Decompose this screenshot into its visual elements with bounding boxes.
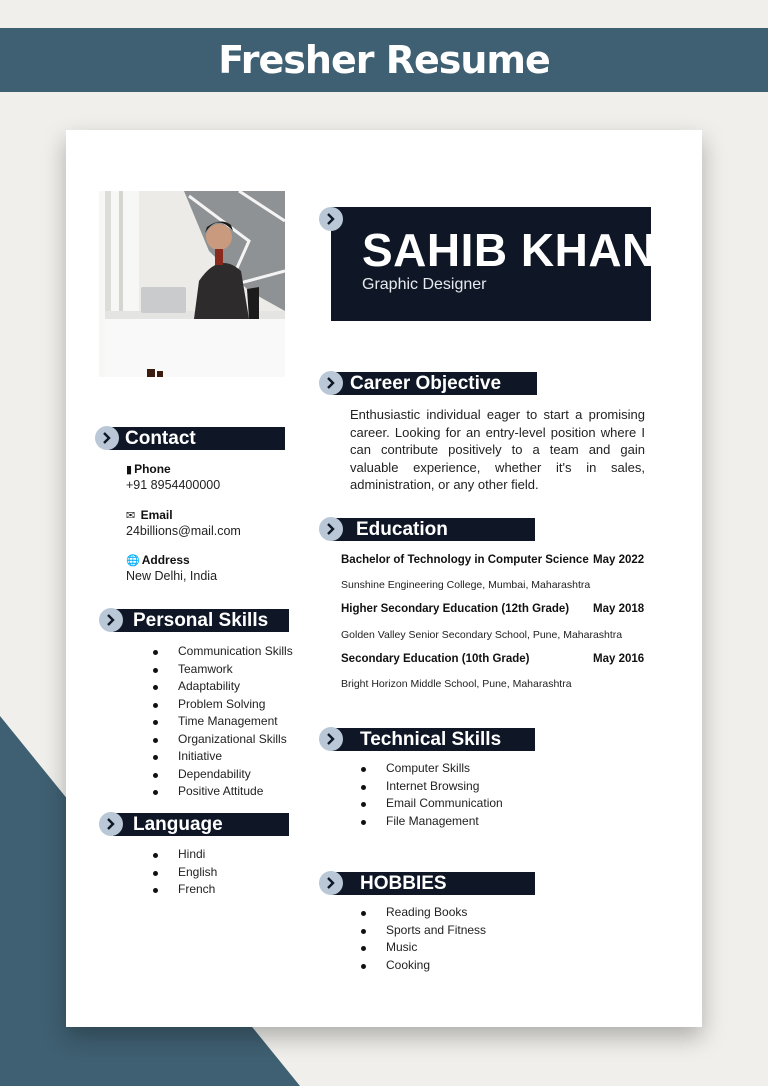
- phone-icon: ▮: [126, 464, 133, 476]
- technical-skills-heading-label: Technical Skills: [360, 729, 502, 750]
- profile-photo: [99, 191, 285, 377]
- technical-skills-list: [360, 760, 503, 830]
- career-objective-text: Enthusiastic individual eager to start a promising career. Looking for an entry-level position where I can contribute positively to a team and gain valuable experience, whether it's in sales, administration, or any other field.: [350, 407, 645, 493]
- list-item: Dependability: [152, 766, 293, 784]
- education-date: May 2016: [593, 653, 645, 665]
- list-item: Time Management: [152, 713, 293, 731]
- globe-icon: 🌐: [126, 555, 140, 567]
- list-item: Internet Browsing: [360, 778, 503, 796]
- list-item: Problem Solving: [152, 696, 293, 714]
- address-value: New Delhi, India: [126, 569, 218, 583]
- education-degree: Bachelor of Technology in Computer Science: [341, 554, 589, 566]
- language-heading: [113, 813, 289, 836]
- chevron-right-icon: [319, 371, 343, 395]
- career-objective-heading: [332, 372, 537, 395]
- education-school: Golden Valley Senior Secondary School, Pune, Maharashtra: [341, 629, 623, 641]
- personal-skills-heading-label: Personal Skills: [133, 610, 269, 631]
- email-label: Email: [140, 508, 173, 522]
- education-degree: Secondary Education (10th Grade): [341, 653, 530, 665]
- list-item: Communication Skills: [152, 643, 293, 661]
- education-heading-label: Education: [356, 519, 448, 540]
- contact-heading: [109, 427, 285, 450]
- list-item: Cooking: [360, 957, 486, 975]
- name-header: [331, 207, 656, 321]
- page-banner-title: Fresher Resume: [0, 28, 768, 92]
- language-list: [152, 846, 217, 899]
- list-item: Sports and Fitness: [360, 922, 486, 940]
- resume-sheet: [66, 130, 702, 1027]
- list-item: English: [152, 864, 217, 882]
- list-item: Reading Books: [360, 904, 486, 922]
- phone-value: +91 8954400000: [126, 478, 221, 492]
- education-degree: Higher Secondary Education (12th Grade): [341, 603, 570, 615]
- list-item: Music: [360, 939, 486, 957]
- list-item: File Management: [360, 813, 503, 831]
- contact-heading-label: Contact: [125, 428, 196, 449]
- education-school: Bright Horizon Middle School, Pune, Maharashtra: [341, 678, 572, 690]
- career-objective-heading-label: Career Objective: [350, 373, 502, 394]
- list-item: Computer Skills: [360, 760, 503, 778]
- education-school: Sunshine Engineering College, Mumbai, Maharashtra: [341, 579, 591, 591]
- contact-address: [126, 553, 217, 583]
- chevron-right-icon: [319, 207, 343, 231]
- full-name: SAHIB KHAN: [362, 224, 656, 276]
- list-item: Initiative: [152, 748, 293, 766]
- list-item: Positive Attitude: [152, 783, 293, 801]
- phone-label: Phone: [134, 462, 171, 476]
- chevron-right-icon: [319, 871, 343, 895]
- email-value: 24billions@mail.com: [126, 524, 241, 538]
- job-title: Graphic Designer: [362, 276, 487, 293]
- chevron-right-icon: [319, 727, 343, 751]
- chevron-right-icon: [99, 608, 123, 632]
- education-date: May 2018: [593, 603, 645, 615]
- education-date: May 2022: [593, 554, 645, 566]
- contact-email: [126, 508, 241, 538]
- personal-skills-heading: [113, 609, 289, 632]
- address-label: Address: [141, 553, 190, 567]
- hobbies-heading: [332, 872, 535, 895]
- list-item: French: [152, 881, 217, 899]
- chevron-right-icon: [95, 426, 119, 450]
- technical-skills-heading: [332, 728, 535, 751]
- contact-phone: [126, 462, 220, 492]
- list-item: Email Communication: [360, 795, 503, 813]
- language-heading-label: Language: [133, 814, 223, 835]
- personal-skills-list: [152, 643, 293, 801]
- list-item: Organizational Skills: [152, 731, 293, 749]
- education-heading: [332, 518, 535, 541]
- email-icon: ✉: [126, 510, 136, 522]
- hobbies-heading-label: HOBBIES: [360, 873, 447, 894]
- chevron-right-icon: [99, 812, 123, 836]
- list-item: Teamwork: [152, 661, 293, 679]
- list-item: Hindi: [152, 846, 217, 864]
- list-item: Adaptability: [152, 678, 293, 696]
- hobbies-list: [360, 904, 486, 974]
- chevron-right-icon: [319, 517, 343, 541]
